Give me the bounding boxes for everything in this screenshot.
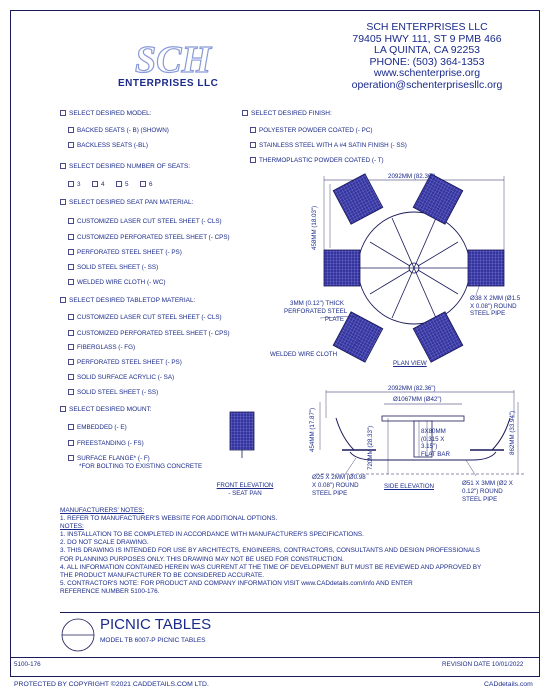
checkbox[interactable] <box>250 142 256 148</box>
title-bubble <box>60 617 96 653</box>
note-line: THE PRODUCT MANUFACTURER TO BE CONSIDERED ACCURATE. <box>60 571 265 579</box>
seatpan-section-title[interactable]: SELECT DESIRED SEAT PAN MATERIAL: <box>60 199 193 206</box>
mount-note: *FOR BOLTING TO EXISTING CONCRETE <box>79 463 203 470</box>
mount-section-title[interactable]: SELECT DESIRED MOUNT: <box>60 406 152 413</box>
option-finish-pc[interactable]: POLYESTER POWDER COATED (- PC) <box>250 127 372 134</box>
finish-section-title[interactable]: SELECT DESIRED FINISH: <box>242 110 332 117</box>
option-backed-seats[interactable]: BACKED SEATS (- B) (SHOWN) <box>68 127 169 134</box>
checkbox[interactable] <box>60 199 66 205</box>
checkbox[interactable] <box>68 142 74 148</box>
option-tabletop-cps[interactable]: CUSTOMIZED PERFORATED STEEL SHEET (- CPS) <box>68 330 230 337</box>
caddetails-link[interactable]: CADdetails.com <box>484 681 533 688</box>
drawing-title: PICNIC TABLES <box>100 616 212 633</box>
pipe51-note: Ø51 X 3MM (Ø2 X 0.12") ROUND STEEL PIPE <box>462 480 513 503</box>
plan-seat-dim: 458MM (18.03") <box>311 205 318 250</box>
checkbox[interactable] <box>68 181 74 187</box>
plan-width-dim: 2092MM (82.36") <box>388 173 436 180</box>
side-height-862: 862MM (33.94") <box>509 410 516 455</box>
checkbox[interactable] <box>242 110 248 116</box>
option-seatpan-ps[interactable]: PERFORATED STEEL SHEET (- PS) <box>68 249 182 256</box>
note-line: FOR PLANNING PURPOSES ONLY. THIS DRAWING MAY NOT BE USED FOR CONSTRUCTION. <box>60 555 344 563</box>
logo-subtitle: ENTERPRISES LLC <box>118 78 219 89</box>
company-phone: PHONE: (503) 364-1353 <box>369 55 485 68</box>
front-elevation-label: FRONT ELEVATION - SEAT PAN <box>216 482 274 497</box>
side-top-dim: Ø1067MM (Ø42") <box>393 396 442 403</box>
option-mount-flange[interactable]: SURFACE FLANGE* (- F) <box>68 455 150 462</box>
option-mount-freestanding[interactable]: FREESTANDING (- FS) <box>68 440 144 447</box>
checkbox[interactable] <box>68 249 74 255</box>
checkbox[interactable] <box>250 157 256 163</box>
note-line: 1. INSTALLATION TO BE COMPLETED IN ACCORDANCE WITH MANUFACTURER'S SPECIFICATIONS. <box>60 531 364 539</box>
option-tabletop-ps[interactable]: PERFORATED STEEL SHEET (- PS) <box>68 359 182 366</box>
seat-back-right <box>474 418 510 450</box>
checkbox[interactable] <box>60 110 66 116</box>
company-name: SCH ENTERPRISES LLC <box>366 21 488 33</box>
mfr-note-line: 1. REFER TO MANUFACTURER'S WEBSITE FOR ADDITIONAL OPTIONS. <box>60 515 278 523</box>
note-line: 4. ALL INFORMATION CONTAINED HEREIN WAS CURRENT AT THE TIME OF DEVELOPMENT BUT MUST BE REVIEWED AND APPROVED BY <box>60 563 482 571</box>
checkbox[interactable] <box>68 234 74 240</box>
checkbox[interactable] <box>68 440 74 446</box>
checkbox[interactable] <box>68 330 74 336</box>
checkbox[interactable] <box>116 181 122 187</box>
title-divider-top <box>60 612 540 613</box>
checkbox[interactable] <box>68 455 74 461</box>
option-seats-4[interactable]: 4 <box>92 181 105 188</box>
company-website[interactable]: www.schenterprise.org <box>373 67 481 79</box>
mfr-notes-title: MANUFACTURERS' NOTES: <box>60 507 145 514</box>
plan-view-drawing <box>300 170 540 370</box>
checkbox[interactable] <box>68 264 74 270</box>
option-seatpan-wc[interactable]: WELDED WIRE CLOTH (- WC) <box>68 279 166 286</box>
checkbox[interactable] <box>68 374 74 380</box>
checkbox[interactable] <box>60 406 66 412</box>
notes-title: NOTES: <box>60 523 84 531</box>
company-address: 79405 HWY 111, ST 9 PMB 466 <box>352 32 502 45</box>
manufacturer-notes <box>60 507 481 596</box>
sch-logo <box>118 38 228 80</box>
title-divider-bottom <box>10 657 540 658</box>
option-tabletop-fg[interactable]: FIBERGLASS (- FG) <box>68 344 135 351</box>
checkbox[interactable] <box>68 359 74 365</box>
option-tabletop-sa[interactable]: SOLID SURFACE ACRYLIC (- SA) <box>68 374 174 381</box>
company-email[interactable]: operation@schenterprisesllc.org <box>351 78 503 91</box>
model-section-title[interactable]: SELECT DESIRED MODEL: <box>60 110 152 117</box>
tabletop-profile <box>382 416 464 421</box>
side-elevation-label: SIDE ELEVATION <box>384 483 434 490</box>
company-info <box>332 22 522 91</box>
flat-bar-note: 8X80MM (0.315 X 3.15") FLAT BAR <box>421 428 450 458</box>
note-line: 2. DO NOT SCALE DRAWING. <box>60 539 149 547</box>
seat-pan <box>468 250 504 286</box>
seats-section-title[interactable]: SELECT DESIRED NUMBER OF SEATS: <box>60 163 190 170</box>
plan-view-label: PLAN VIEW <box>393 360 427 367</box>
option-seats-3[interactable]: 3 <box>68 181 81 188</box>
option-seatpan-ss[interactable]: SOLID STEEL SHEET (- SS) <box>68 264 158 271</box>
checkbox[interactable] <box>140 181 146 187</box>
checkbox[interactable] <box>68 344 74 350</box>
option-seatpan-cls[interactable]: CUSTOMIZED LASER CUT STEEL SHEET (- CLS) <box>68 218 222 225</box>
note-line: 3. THIS DRAWING IS INTENDED FOR USE BY ARCHITECTS, ENGINEERS, CONTRACTORS, CONSULTANTS AND DESIGN PROFESSIONALS <box>60 547 480 555</box>
option-seatpan-cps[interactable]: CUSTOMIZED PERFORATED STEEL SHEET (- CPS) <box>68 234 230 241</box>
checkbox[interactable] <box>68 218 74 224</box>
plan-wire-note: WELDED WIRE CLOTH <box>270 351 338 358</box>
copyright: PROTECTED BY COPYRIGHT ©2021 CADDETAILS.COM LTD. <box>14 681 209 688</box>
option-finish-t[interactable]: THERMOPLASTIC POWDER COATED (- T) <box>250 157 384 164</box>
seat-pan <box>333 174 383 224</box>
checkbox[interactable] <box>68 314 74 320</box>
pipe25-note: Ø25 X 2MM (Ø0.98 X 0.08") ROUND STEEL PIPE <box>312 474 366 497</box>
side-width-dim: 2092MM (82.36") <box>388 385 436 392</box>
checkbox[interactable] <box>250 127 256 133</box>
note-line: 5. CONTRACTOR'S NOTE: FOR PRODUCT AND COMPANY INFORMATION VISIT www.CADdetails.com/info AND ENTER <box>60 579 413 587</box>
option-tabletop-ss[interactable]: SOLID STEEL SHEET (- SS) <box>68 389 158 396</box>
company-city: LA QUINTA, CA 92253 <box>373 44 481 56</box>
option-seats-5[interactable]: 5 <box>116 181 129 188</box>
plan-plate-note: 3MM (0.12") THICK PERFORATED STEEL PLATE <box>284 300 348 323</box>
option-mount-embedded[interactable]: EMBEDDED (- E) <box>68 424 127 431</box>
checkbox[interactable] <box>60 163 66 169</box>
option-seats-6[interactable]: 6 <box>140 181 153 188</box>
side-height-454: 454MM (17.87") <box>309 407 316 452</box>
front-elevation-seatpan <box>228 410 258 460</box>
checkbox[interactable] <box>68 127 74 133</box>
drawing-subtitle: MODEL TB 6007-P PICNIC TABLES <box>100 637 206 644</box>
option-tabletop-cls[interactable]: CUSTOMIZED LASER CUT STEEL SHEET (- CLS) <box>68 314 222 321</box>
revision-date: REVISION DATE 10/01/2022 <box>442 661 524 668</box>
side-height-720: 720MM (28.33") <box>367 425 374 470</box>
note-line: REFERENCE NUMBER 5100-176. <box>60 587 160 595</box>
checkbox[interactable] <box>68 389 74 395</box>
seat-pan <box>324 250 360 286</box>
plan-pipe-note: Ø38 X 2MM (Ø1.5 X 0.08") ROUND STEEL PIPE <box>470 295 521 317</box>
checkbox[interactable] <box>68 279 74 285</box>
option-finish-ss[interactable]: STAINLESS STEEL WITH A #4 SATIN FINISH (- SS) <box>250 142 407 149</box>
checkbox[interactable] <box>60 297 66 303</box>
checkbox[interactable] <box>68 424 74 430</box>
option-backless-seats[interactable]: BACKLESS SEATS (-BL) <box>68 142 148 149</box>
checkbox[interactable] <box>92 181 98 187</box>
tabletop-section-title[interactable]: SELECT DESIRED TABLETOP MATERIAL: <box>60 297 195 304</box>
reference-number: 5100-176 <box>14 661 41 668</box>
logo-lettering: SCH <box>134 39 212 81</box>
